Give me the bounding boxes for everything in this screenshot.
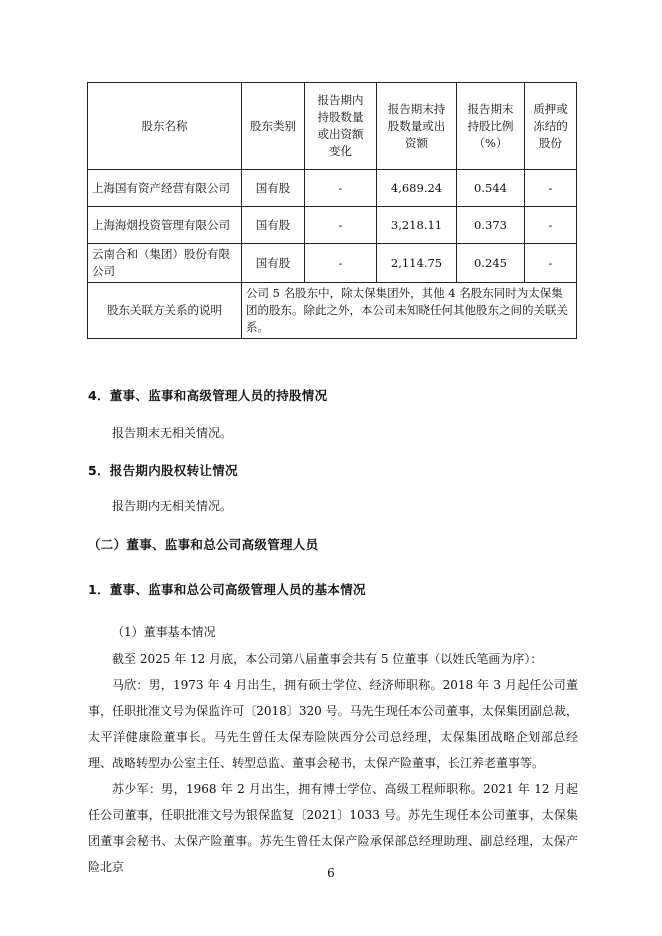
cell-type: 国有股 — [242, 170, 305, 207]
cell-ratio: 0.245 — [457, 244, 525, 283]
cell-pledge: - — [525, 244, 577, 283]
section5-text: 报告期内无相关情况。 — [112, 499, 233, 513]
table-row — [88, 244, 577, 283]
body-text — [88, 646, 578, 880]
cell-pledge: - — [525, 170, 577, 207]
column-header-line: 持股数量 — [317, 110, 364, 124]
column-header — [377, 83, 457, 170]
shareholder-table — [87, 82, 577, 339]
paragraph: 苏少军：男，1968 年 2 月出生，拥有博士学位、高级工程师职称。2021 年 12 月起任公司董事，任职批准文号为银保监复〔2021〕1033 号。苏先生现任本公司董事，太保集团董事会秘书、太保产险董事。苏先生曾任太保产险承保部总经理助理、副总经理，太保产险北京 — [88, 782, 578, 874]
column-header — [525, 83, 577, 170]
cell-type: 国有股 — [242, 207, 305, 244]
column-header-line: 持股比例 — [467, 118, 514, 133]
column-header-line: 冻结的 — [533, 118, 568, 133]
table-row — [88, 170, 577, 207]
column-header — [457, 83, 525, 170]
cell-change: - — [305, 170, 377, 207]
cell-name: 云南合和（集团）股份有限公司 — [88, 244, 242, 283]
relation-text: 公司 5 名股东中，除太保集团外，其他 4 名股东同时为太保集团的股东。除此之外，本公司未知晓任何其他股东之间的关联关系。 — [242, 283, 577, 339]
column-header-line: 股份 — [539, 135, 562, 150]
column-header-line: 股东类别 — [250, 118, 296, 133]
part2-heading: （二）董事、监事和总公司高级管理人员 — [88, 537, 319, 552]
section1-heading: 1．董事、监事和总公司高级管理人员的基本情况 — [88, 582, 366, 597]
cell-change: - — [305, 244, 377, 283]
cell-type: 国有股 — [242, 244, 305, 283]
relation-row — [88, 283, 577, 339]
sub1-heading: （1）董事基本情况 — [112, 625, 216, 639]
cell-pledge: - — [525, 207, 577, 244]
column-header — [305, 83, 377, 170]
cell-ratio: 0.544 — [457, 170, 525, 207]
cell-name: 上海国有资产经营有限公司 — [88, 170, 242, 207]
column-header-line: 资额 — [405, 135, 428, 150]
column-header-line: 报告期内 — [317, 93, 364, 107]
column-header-line: 报告期末持 — [387, 101, 446, 116]
column-header-line: （%） — [473, 135, 508, 150]
cell-ratio: 0.373 — [457, 207, 525, 244]
cell-amount: 2,114.75 — [377, 244, 457, 283]
cell-amount: 3,218.11 — [377, 207, 457, 244]
column-header — [242, 83, 305, 170]
paragraph: 马欣：男，1973 年 4 月出生，拥有硕士学位、经济师职称。2018 年 3 月起任公司董事，任职批准文号为保监许可〔2018〕320 号。马先生现任本公司董事，太保集团副总裁，太平洋健康险董事长。马先生曾任太保寿险陕西分公司总经理，太保集团战略企划部总经理、战略转型办公室主任、转型总监、董事会秘书，太保产险董事，长江养老董事等。 — [88, 678, 578, 770]
section4-heading: 4．董事、监事和高级管理人员的持股情况 — [88, 388, 328, 403]
relation-label: 股东关联方关系的说明 — [88, 283, 242, 339]
column-header-line: 股东名称 — [141, 118, 188, 133]
table-header-row — [88, 83, 577, 170]
column-header-line: 变化 — [329, 144, 352, 158]
column-header — [88, 83, 242, 170]
column-header-line: 报告期末 — [467, 101, 514, 116]
column-header-line: 或出资额 — [317, 127, 364, 141]
table-row — [88, 207, 577, 244]
column-header-line: 质押或 — [533, 101, 568, 116]
column-header-line: 股数量或出 — [387, 118, 446, 133]
cell-name: 上海海烟投资管理有限公司 — [88, 207, 242, 244]
page-number: 6 — [327, 866, 335, 880]
cell-change: - — [305, 207, 377, 244]
section4-text: 报告期末无相关情况。 — [112, 426, 233, 440]
paragraph: 截至 2025 年 12 月底，本公司第八届董事会共有 5 位董事（以姓氏笔画为序）： — [112, 652, 543, 666]
section5-heading: 5．报告期内股权转让情况 — [88, 463, 238, 478]
cell-amount: 4,689.24 — [377, 170, 457, 207]
